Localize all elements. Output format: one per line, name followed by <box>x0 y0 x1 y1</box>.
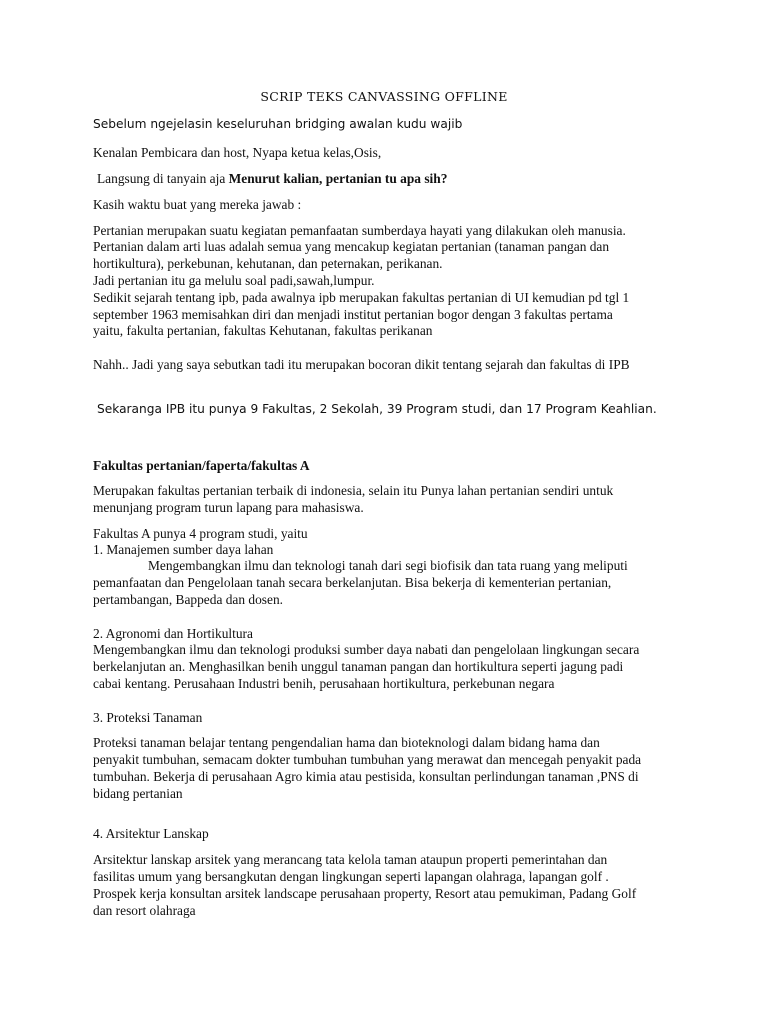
faperta-heading: Fakultas pertanian/faperta/fakultas A <box>93 458 310 473</box>
definition-line: yaitu, fakulta pertanian, fakultas Kehutanan, fakultas perikanan <box>93 323 433 338</box>
definition-line: Sedikit sejarah tentang ipb, pada awalnya ipb merupakan fakultas pertanian di UI kemudian pd tgl 1 <box>93 290 630 305</box>
prodi2-line: Mengembangkan ilmu dan teknologi produksi sumber daya nabati dan pengelolaan lingkungan secara <box>93 642 640 657</box>
definition-line: hortikultura), perkebunan, kehutanan, dan peternakan, perikanan. <box>93 256 443 271</box>
prodi2-line: berkelanjutan an. Menghasilkan benih unggul tanaman pangan dan hortikultura seperti jagung padi <box>93 659 624 674</box>
kenalan-line: Kenalan Pembicara dan host, Nyapa ketua kelas,Osis, <box>93 145 382 160</box>
prodi1-line: pertambangan, Bappeda dan dosen. <box>93 592 284 607</box>
question-line <box>97 171 447 187</box>
prodi3-line: penyakit tumbuhan, semacam dokter tumbuhan tumbuhan yang merawat dan mencegah penyakit pada <box>93 752 642 767</box>
question-prefix: Langsung di tanyain aja <box>97 171 229 186</box>
definition-line: Pertanian merupakan suatu kegiatan pemanfaatan sumberdaya hayati yang dilakukan oleh manusia. <box>93 223 626 238</box>
prodi4-line: Arsitektur lanskap arsitek yang merancang tata kelola taman ataupun properti pemerintahan dan <box>93 852 608 867</box>
prodi4-line: fasilitas umum yang bersangkutan dengan lingkungan seperti lapangan olahraga, lapangan golf . <box>93 869 609 884</box>
prodi-intro: Fakultas A punya 4 program studi, yaitu <box>93 526 308 541</box>
definition-line: Jadi pertanian itu ga melulu soal padi,sawah,lumpur. <box>93 273 375 288</box>
prodi1-line: pemanfaatan dan Pengelolaan tanah secara berkelanjutan. Bisa bekerja di kementerian pertanian, <box>93 575 612 590</box>
prodi4-heading: 4. Arsitektur Lanskap <box>93 826 209 841</box>
prodi3-line: bidang pertanian <box>93 786 183 801</box>
faperta-desc-line: menunjang program turun lapang para mahasiswa. <box>93 500 364 515</box>
sekarang-line: Sekaranga IPB itu punya 9 Fakultas, 2 Sekolah, 39 Program studi, dan 17 Program Keahlian. <box>97 402 657 416</box>
prodi2-heading: 2. Agronomi dan Hortikultura <box>93 626 253 641</box>
prodi2-line: cabai kentang. Perusahaan Industri benih, perusahaan hortikultura, perkebunan negara <box>93 676 555 691</box>
prodi1-line: Mengembangkan ilmu dan teknologi tanah dari segi biofisik dan tata ruang yang meliputi <box>148 558 628 573</box>
prodi3-line: Proteksi tanaman belajar tentang pengendalian hama dan bioteknologi dalam bidang hama dan <box>93 735 600 750</box>
intro-line: Sebelum ngejelasin keseluruhan bridging awalan kudu wajib <box>93 117 463 131</box>
nahh-line: Nahh.. Jadi yang saya sebutkan tadi itu merupakan bocoran dikit tentang sejarah dan fakultas di IPB <box>93 357 630 372</box>
prodi4-line: Prospek kerja konsultan arsitek landscape perusahaan property, Resort atau pemukiman, Padang Golf <box>93 886 637 901</box>
faperta-desc-line: Merupakan fakultas pertanian terbaik di indonesia, selain itu Punya lahan pertanian sendiri untuk <box>93 483 614 498</box>
definition-line: Pertanian dalam arti luas adalah semua yang mencakup kegiatan pertanian (tanaman pangan dan <box>93 239 610 254</box>
prodi3-line: tumbuhan. Bekerja di perusahaan Agro kimia atau pestisida, konsultan perlindungan tanaman ,PNS di <box>93 769 639 784</box>
definition-line: september 1963 memisahkan diri dan menjadi institut pertanian bogor dengan 3 fakultas pertama <box>93 307 613 322</box>
prodi4-line: dan resort olahraga <box>93 903 196 918</box>
prodi3-heading: 3. Proteksi Tanaman <box>93 710 203 725</box>
question-bold: Menurut kalian, pertanian tu apa sih? <box>228 171 448 186</box>
document-title: SCRIP TEKS CANVASSING OFFLINE <box>260 89 508 104</box>
kasih-line: Kasih waktu buat yang mereka jawab : <box>93 197 302 212</box>
prodi1-heading: 1. Manajemen sumber daya lahan <box>93 542 274 557</box>
